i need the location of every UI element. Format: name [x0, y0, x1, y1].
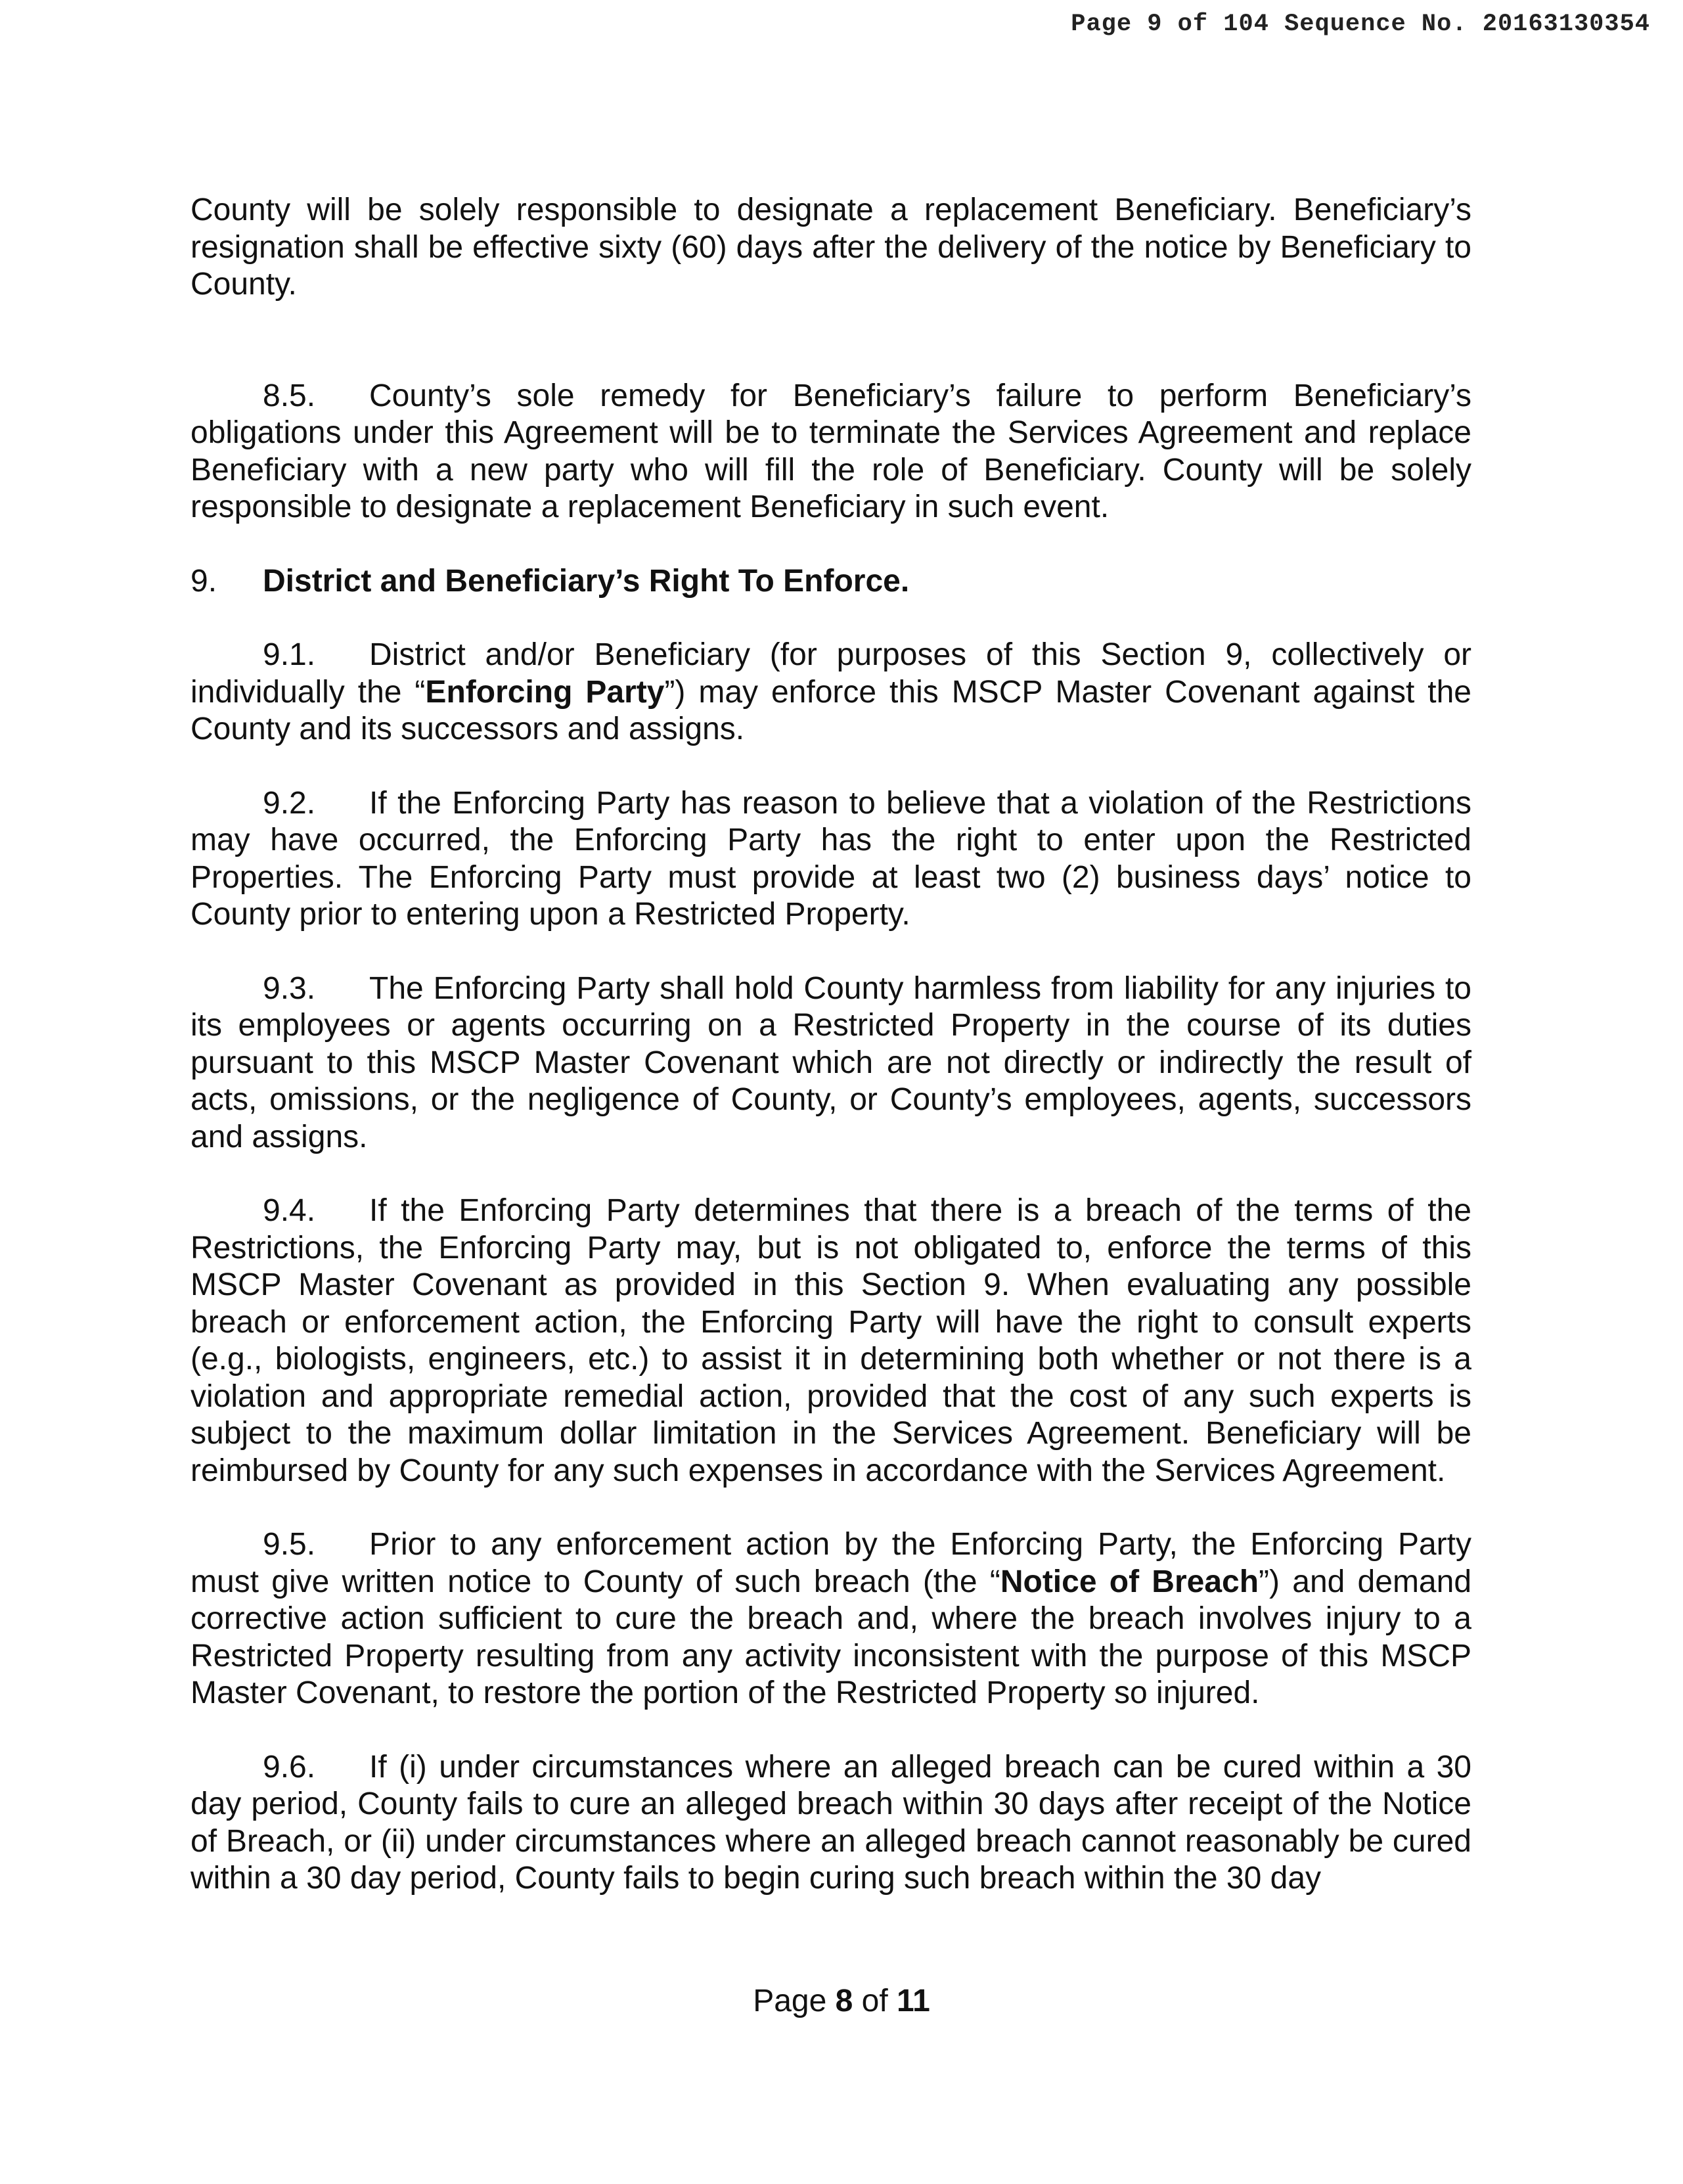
heading-number: 9. [191, 563, 217, 599]
section-9-2 [191, 785, 1471, 934]
section-text: If the Enforcing Party determines that there is a breach of the terms of the Restrictions, the Enforcing Party may, but is not obligated to, enforce the terms of this MSCP Master Covenant as provided in this Section 9. When evaluating any possible breach or enforcement action, the Enforcing Party will have the right to consult experts (e.g., biologists, engineers, etc.) to assist it in determining both whether or not there is a violation and appropriate remedial action, provided that the cost of any such experts is subject to the maximum dollar limitation in the Services Agreement. Beneficiary will be reimbursed by County for any such expenses in accordance with the Services Agreement. [191, 1193, 1471, 1488]
footer-current-page: 8 [835, 1984, 853, 2018]
section-number: 9.2. [263, 785, 316, 821]
section-8-5 [191, 378, 1471, 526]
footer-total-pages: 11 [897, 1984, 930, 2018]
section-text: Prior to any enforcement action by the Enforcing Party, the Enforcing Party must give written notice to County of such breach (the “ [191, 1527, 1471, 1599]
section-9-6 [191, 1749, 1471, 1898]
section-number: 9.4. [263, 1193, 316, 1228]
section-number: 8.5. [263, 378, 316, 413]
section-9-1 [191, 637, 1471, 748]
footer-prefix: Page [753, 1984, 836, 2018]
defined-term: Notice of Breach [1000, 1564, 1259, 1599]
section-text: County’s sole remedy for Beneficiary’s failure to perform Beneficiary’s obligations under this Agreement will be to terminate the Services Agreement and replace Beneficiary with a new party who will fill the role of Beneficiary. County will be solely responsible to designate a replacement Beneficiary in such event. [191, 378, 1471, 524]
intro-paragraph: County will be solely responsible to designate a replacement Beneficiary. Beneficiary’s resignation shall be effective sixty (60) days after the delivery of the notice by Beneficiary to County. [191, 193, 1471, 302]
section-9-heading [191, 563, 1471, 601]
section-9-4 [191, 1193, 1471, 1490]
section-9-5 [191, 1526, 1471, 1712]
section-text: ”) may enforce this MSCP Master Covenant against the County and its successors and assigns. [191, 674, 1471, 746]
section-text: ”) and demand corrective action sufficient to cure the breach and, where the breach involves injury to a Restricted Property resulting from any activity inconsistent with the purpose of this MSCP Master Covenant, to restore the portion of the Restricted Property so injured. [191, 1564, 1472, 1710]
defined-term: Enforcing Party [425, 674, 665, 710]
section-text: If the Enforcing Party has reason to believe that a violation of the Restrictions may have occurred, the Enforcing Party has the right to enter upon the Restricted Properties. The Enforcing Party must provide at least two (2) business days’ notice to County prior to entering upon a Restricted Property. [191, 785, 1471, 932]
section-text: If (i) under circumstances where an alleged breach can be cured within a 30 day period, County fails to cure an alleged breach within 30 days after receipt of the Notice of Breach, or (ii) under circumstances where an alleged breach cannot reasonably be cured within a 30 day period, County fails to begin curing such breach within the 30 day [191, 1749, 1471, 1896]
section-number: 9.6. [263, 1749, 316, 1785]
page-footer [0, 1983, 1683, 2020]
heading-title: District and Beneficiary’s Right To Enforce. [263, 563, 910, 599]
header-sequence-stamp: Page 9 of 104 Sequence No. 20163130354 [1071, 11, 1650, 38]
section-number: 9.3. [263, 970, 316, 1006]
section-number: 9.1. [263, 637, 316, 672]
section-9-3 [191, 970, 1471, 1156]
document-body [191, 192, 1471, 1898]
footer-middle: of [853, 1984, 897, 2018]
section-number: 9.5. [263, 1527, 316, 1562]
section-text: The Enforcing Party shall hold County harmless from liability for any injuries to its employees or agents occurring on a Restricted Property in the course of its duties pursuant to this MSCP Master Covenant which are not directly or indirectly the result of acts, omissions, or the negligence of County, or County’s employees, agents, successors and assigns. [191, 970, 1471, 1154]
section-text: District and/or Beneficiary (for purposes of this Section 9, collectively or individually the “ [191, 637, 1471, 710]
